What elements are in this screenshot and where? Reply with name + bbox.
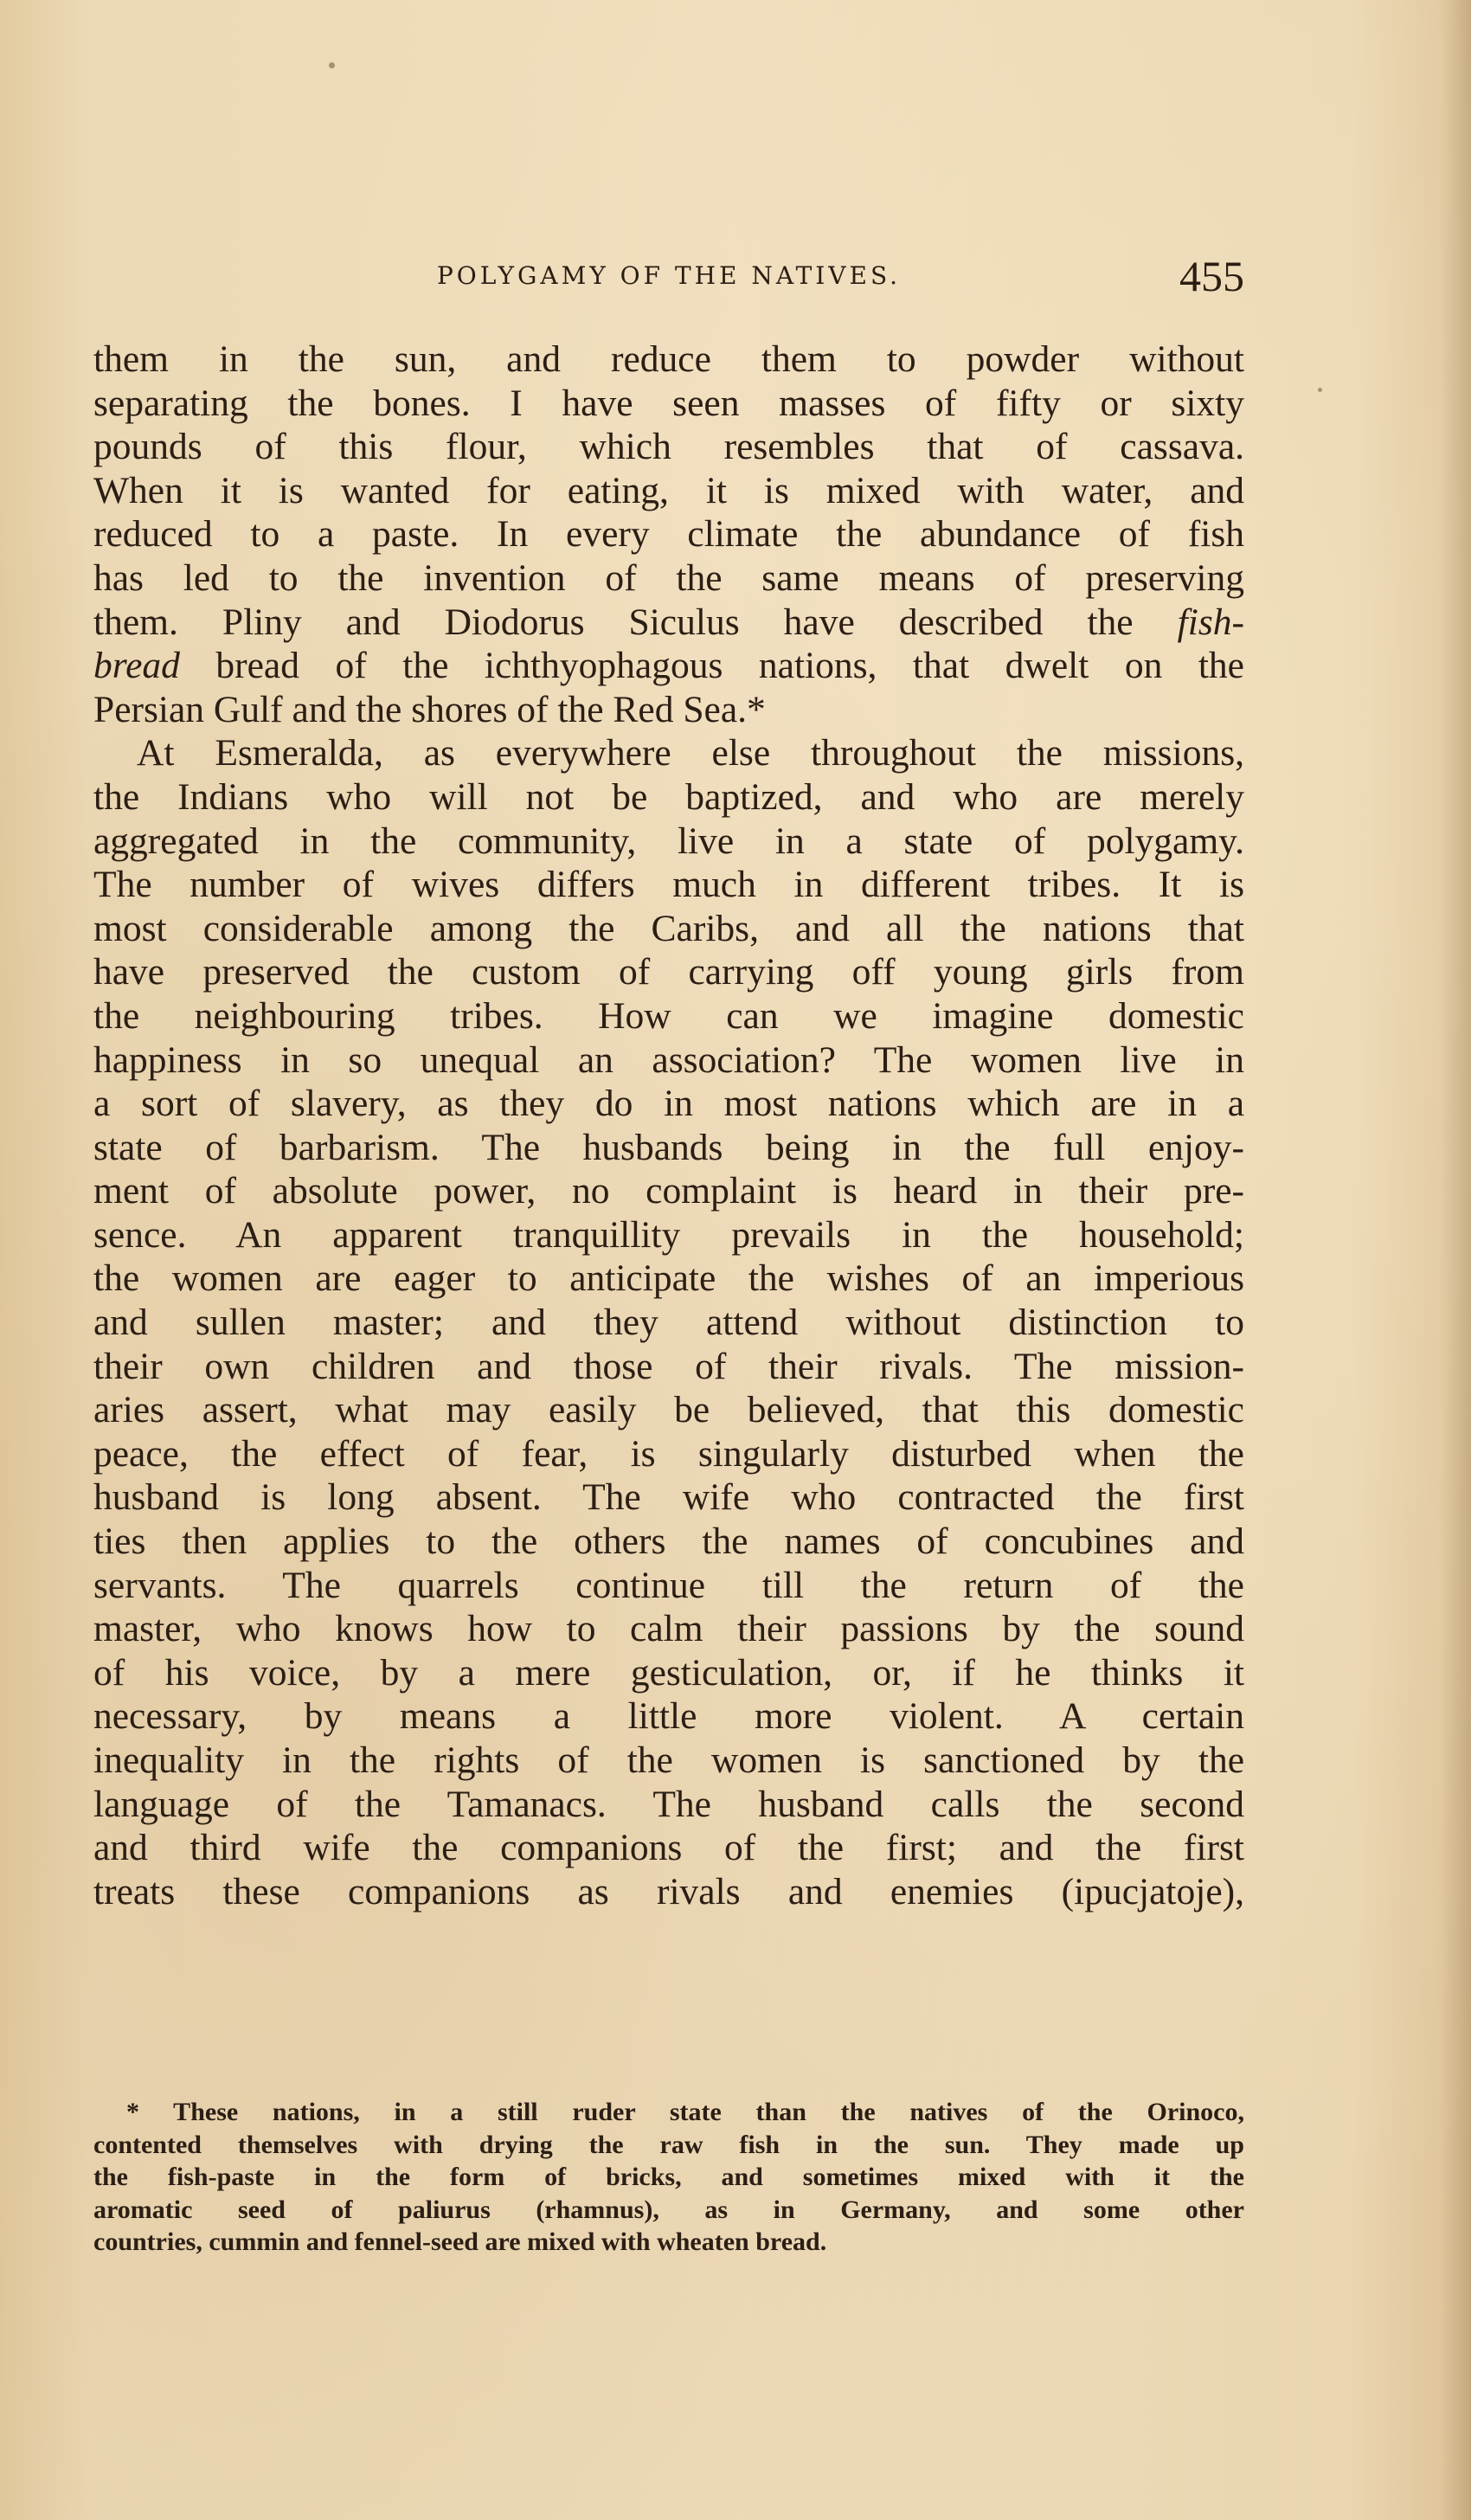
text-line: servants. The quarrels continue till the return of the <box>93 1564 1244 1606</box>
text-line: reduced to a paste. In every climate the abundance of fish <box>93 513 1244 556</box>
text-line: the Indians who will not be baptized, and who are merely <box>93 775 1244 818</box>
text-line: pounds of this flour, which resembles that of cassava. <box>93 426 1244 468</box>
italic-term: fish- <box>1177 601 1244 643</box>
text-line: most considerable among the Caribs, and all the nations that <box>93 907 1244 949</box>
text-line: happiness in so unequal an association? The women live in <box>93 1038 1244 1081</box>
text-line: language of the Tamanacs. The husband calls the second <box>93 1783 1244 1825</box>
text-line: the neighbouring tribes. How can we imagine domestic <box>93 994 1244 1037</box>
text-line: aggregated in the community, live in a state of polygamy. <box>93 820 1244 862</box>
text-line: treats these companions as rivals and enemies (ipucjatoje), <box>93 1870 1244 1912</box>
text-line: ment of absolute power, no complaint is heard in their pre- <box>93 1170 1244 1212</box>
text-line: sence. An apparent tranquillity prevails in the household; <box>93 1213 1244 1256</box>
text-line: The number of wives differs much in different tribes. It is <box>93 864 1244 906</box>
running-head <box>93 251 1244 303</box>
footnote-line: contented themselves with drying the raw fish in the sun. They made up <box>93 2130 1244 2159</box>
footnote-line: aromatic seed of paliurus (rhamnus), as in Germany, and some other <box>93 2195 1244 2224</box>
text-line: At Esmeralda, as everywhere else throughout the missions, <box>137 732 1244 775</box>
text-line: a sort of slavery, as they do in most nations which are in a <box>93 1083 1244 1125</box>
text-line: and sullen master; and they attend without distinction to <box>93 1302 1244 1344</box>
paper-speck <box>329 62 335 68</box>
text-line: inequality in the rights of the women is sanctioned by the <box>93 1739 1244 1781</box>
footnote-line: the fish-paste in the form of bricks, and sometimes mixed with it the <box>93 2163 1244 2191</box>
text-segment: bread of the ichthyophagous nations, that dwelt on the <box>215 645 1244 687</box>
text-line: state of barbarism. The husbands being in the full enjoy- <box>93 1126 1244 1168</box>
text-line: When it is wanted for eating, it is mixed with water, and <box>93 469 1244 511</box>
text-line: and third wife the companions of the first; and the first <box>93 1827 1244 1869</box>
text-line-with-italic <box>93 644 1244 688</box>
text-line: peace, the effect of fear, is singularly disturbed when the <box>93 1432 1244 1475</box>
text-line: master, who knows how to calm their passions by the sound <box>93 1608 1244 1650</box>
text-line: of his voice, by a mere gesticulation, or, if he thinks it <box>93 1651 1244 1694</box>
text-line: have preserved the custom of carrying off young girls from <box>93 951 1244 993</box>
text-line: Persian Gulf and the shores of the Red Sea.* <box>93 688 766 730</box>
footnote <box>93 2096 1244 2259</box>
text-line: their own children and those of their rivals. The mission- <box>93 1345 1244 1387</box>
text-line: necessary, by means a little more violent. A certain <box>93 1695 1244 1738</box>
text-line: them in the sun, and reduce them to powder without <box>93 338 1244 380</box>
footnote-line: countries, cummin and fennel-seed are mixed with wheaten bread. <box>93 2228 827 2256</box>
text-line: the women are eager to anticipate the wishes of an imperious <box>93 1257 1244 1300</box>
text-line: aries assert, what may easily be believed, that this domestic <box>93 1389 1244 1431</box>
paper-speck <box>1318 388 1322 392</box>
running-title: POLYGAMY OF THE NATIVES. <box>436 261 902 290</box>
body-text <box>93 338 1244 1913</box>
text-line-with-italic <box>93 601 1244 645</box>
text-segment: them. Pliny and Diodorus Siculus have described the <box>93 601 1134 643</box>
text-line: has led to the invention of the same means of preserving <box>93 556 1244 599</box>
page-number: 455 <box>1179 252 1244 300</box>
italic-term: bread <box>93 645 180 687</box>
text-line: separating the bones. I have seen masses of fifty or sixty <box>93 382 1244 424</box>
text-line: husband is long absent. The wife who contracted the first <box>93 1476 1244 1519</box>
footnote-line: * These nations, in a still ruder state than the natives of the Orinoco, <box>126 2098 1244 2126</box>
text-line: ties then applies to the others the names of concubines and <box>93 1520 1244 1563</box>
page-edge-shadow <box>1440 0 1471 2520</box>
